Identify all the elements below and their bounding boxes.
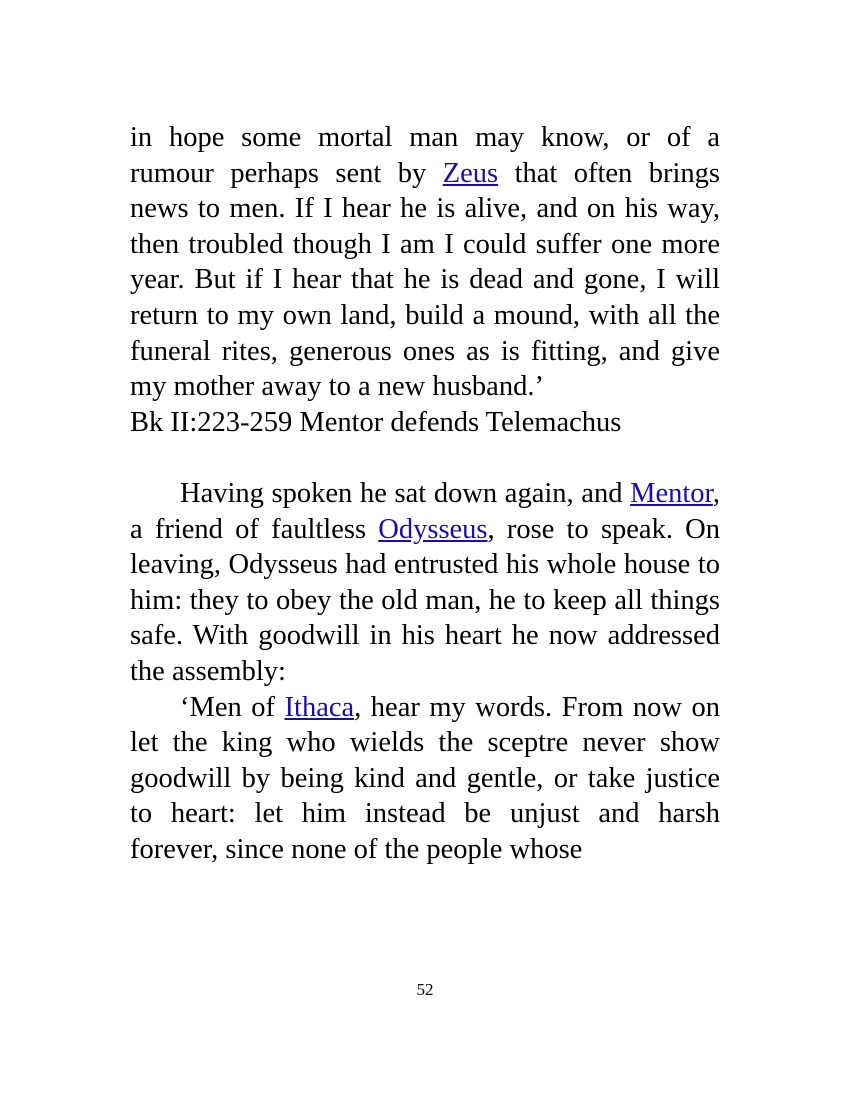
- link-ithaca[interactable]: Ithaca: [284, 691, 355, 723]
- link-zeus[interactable]: Zeus: [442, 157, 499, 189]
- link-odysseus[interactable]: Odysseus: [378, 513, 488, 545]
- paragraph-mentor-speech: [130, 690, 720, 868]
- paragraph-text: , hear my words. From now on let the king who wields the sceptre never show goodwill by being kind and gentle, or take justice to heart: let him instead be unjust and harsh forever, since none of the people whose: [130, 691, 720, 865]
- paragraph-mentor-rises: [130, 476, 720, 690]
- paragraph-text: Having spoken he sat down again, and: [180, 477, 631, 509]
- page-body: [130, 120, 720, 867]
- paragraph-text: that often brings news to men. If I hear he is alive, and on his way, then troubled though I am I could suffer one more year. But if I hear that he is dead and gone, I will return to my own land, build a mound, with all the funeral rites, generous ones as is fitting, and give my mother away to a new husband.’: [130, 157, 720, 403]
- paragraph-text: , rose to speak. On leaving, Odysseus had entrusted his whole house to him: they to obey the old man, he to keep all things safe. With goodwill in his heart he now addressed the assembly:: [130, 513, 720, 687]
- paragraph-text: in hope some mortal man may know, or of a rumour perhaps sent by: [130, 122, 720, 189]
- paragraph-text: , a friend of faultless: [130, 477, 720, 545]
- paragraph-text: ‘Men of: [180, 691, 285, 723]
- paragraph-continuation: [130, 120, 720, 405]
- page-number: 52: [416, 980, 434, 999]
- section-heading: Bk II:223-259 Mentor defends Telemachus: [130, 406, 622, 438]
- link-mentor[interactable]: Mentor: [630, 477, 713, 509]
